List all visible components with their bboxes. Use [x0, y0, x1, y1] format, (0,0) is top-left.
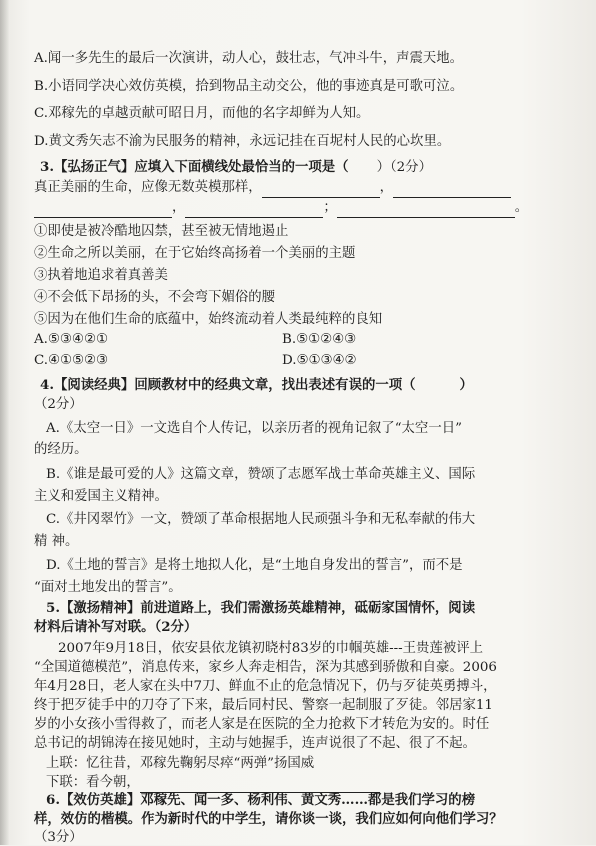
- q6-line-3: （3分）: [34, 830, 83, 845]
- q4-option-a-line-2: 的经历。: [34, 442, 88, 457]
- q5-para-line-3: 年4月28日，老人家在头中7刀、鲜血不止的危急情况下，仍与歹徒英勇搏斗，: [34, 679, 497, 694]
- q3-item-4: ④不会低下昂扬的头，不会弯下媚俗的腰: [34, 290, 276, 305]
- q4-head: 4.【阅读经典】回顾教材中的经典文章，找出表述有误的一项（: [40, 377, 416, 393]
- q3-blank-2[interactable]: [393, 183, 511, 198]
- q5-para-line-1: 2007年9月18日，依安县依龙镇初晓村83岁的巾帼英雄---王贵莲被评上: [58, 641, 484, 656]
- q3-head: 3.【弘扬正气】应填入下面横线处最恰当的一项是（: [40, 159, 349, 175]
- q2-option-d: D.黄文秀矢志不渝为民服务的精神，永远记挂在百坭村人民的心坎里。: [34, 134, 451, 149]
- q5-lower-couplet-line: [46, 773, 380, 793]
- q3-item-2: ②生命之所以美丽，在于它始终高扬着一个美丽的主题: [34, 246, 356, 261]
- q3-option-b: B.⑤①②④③: [282, 332, 357, 347]
- q3-blank-line-2: [34, 198, 528, 218]
- q4-option-d-line-2: “面对土地发出的誓言”。: [34, 580, 182, 595]
- q4-heading: [40, 375, 473, 395]
- q5-heading-2: 材料后请补写对联。（2分）: [34, 619, 198, 635]
- q5-para-line-2: “全国道德模范”，消息传来，家乡人奔走相告，深为其感到骄傲和自豪。2006: [34, 660, 497, 675]
- q3-stem: 真正美丽的生命，应像无数英模那样，: [34, 180, 262, 195]
- q3-stem-line: [34, 178, 511, 198]
- q4-option-c-line-1: C.《井冈翠竹》一文，赞颂了革命根据地人民顽强斗争和无私奉献的伟大: [46, 512, 476, 527]
- q5-heading: 5.【激扬精神】前进道路上，我们需激扬英雄精神，砥砺家国情怀，阅读: [46, 600, 476, 616]
- q3-item-1: ①即使是被冷酷地囚禁，甚至被无情地遏止: [34, 224, 289, 239]
- q6-line-2: 样，效仿的楷模。作为新时代的中学生，请你谈一谈，我们应如何向他们学习？: [34, 811, 503, 827]
- q3-sep-2: ，: [172, 200, 186, 215]
- q3-colon: ；: [323, 200, 337, 215]
- q3-score: ）（2分）: [376, 160, 432, 175]
- q5-para-line-5: 岁的小女孩小雪得救了，而老人家是在医院的全力抢救下才转危为安的。时任: [34, 717, 490, 732]
- q3-blank-3[interactable]: [34, 203, 172, 218]
- q4-option-d-line-1: D.《土地的誓言》是将土地拟人化，是“土地自身发出的誓言”，而不是: [46, 558, 463, 573]
- q4-option-a-line-1: A.《太空一日》一文选自个人传记，以亲历者的视角记叙了“太空一日”: [46, 421, 462, 436]
- q5-upper-couplet: 上联：忆往昔，邓稼先鞠躬尽瘁“两弹”扬国威: [46, 756, 315, 771]
- q3-sep-1: ，: [379, 180, 394, 195]
- page-edge-shadow: [0, 0, 10, 845]
- q3-blank-1[interactable]: [262, 183, 380, 198]
- q2-option-c: C.邓稼先的卓越贡献可昭日月，而他的名字却鲜为人知。: [34, 106, 370, 121]
- q5-lower-answer-blank[interactable]: [140, 778, 380, 793]
- q4-option-b-line-2: 主义和爱国主义精神。: [34, 489, 168, 504]
- q3-option-c: C.④①⑤②③: [34, 353, 109, 368]
- q2-option-b: B.小语同学决心效仿英模，拾到物品主动交公，他的事迹真是可歌可泣。: [34, 79, 464, 94]
- q3-period: 。: [514, 200, 529, 215]
- q2-option-a: A.闻一多先生的最后一次演讲，动人心，鼓壮志，气冲斗牛，声震天地。: [34, 51, 464, 66]
- q5-lower-couplet: 下联：看今朝，: [46, 775, 140, 790]
- q4-close: ）: [459, 377, 473, 393]
- q4-score: （2分）: [34, 397, 83, 412]
- q5-para-line-4: 终于把歹徒手中的刀夺了下来，最后同村民、警察一起制服了歹徒。邻居家11: [34, 698, 493, 713]
- q3-item-3: ③执着地追求着真善美: [34, 268, 168, 283]
- q5-para-line-6: 总书记的胡锦涛在接见她时，主动与她握手，连声说很了不起、很了不起。: [34, 736, 476, 751]
- q3-option-d: D.⑤①③④②: [282, 353, 357, 368]
- q4-option-c-line-2: 精 神。: [34, 534, 79, 549]
- q4-option-b-line-1: B.《谁是最可爱的人》这篇文章，赞颂了志愿军战士革命英雄主义、国际: [46, 467, 476, 482]
- q3-item-5: ⑤因为在他们生命的底蕴中，始终流动着人类最纯粹的良知: [34, 312, 383, 327]
- q3-blank-4[interactable]: [185, 203, 323, 218]
- q6-line-1: 6.【效仿英雄】邓稼先、闻一多、杨利伟、黄文秀……都是我们学习的榜: [46, 792, 476, 808]
- q3-heading: [40, 157, 432, 178]
- q3-blank-5[interactable]: [337, 203, 515, 218]
- q3-option-a: A.⑤③④②①: [34, 332, 108, 347]
